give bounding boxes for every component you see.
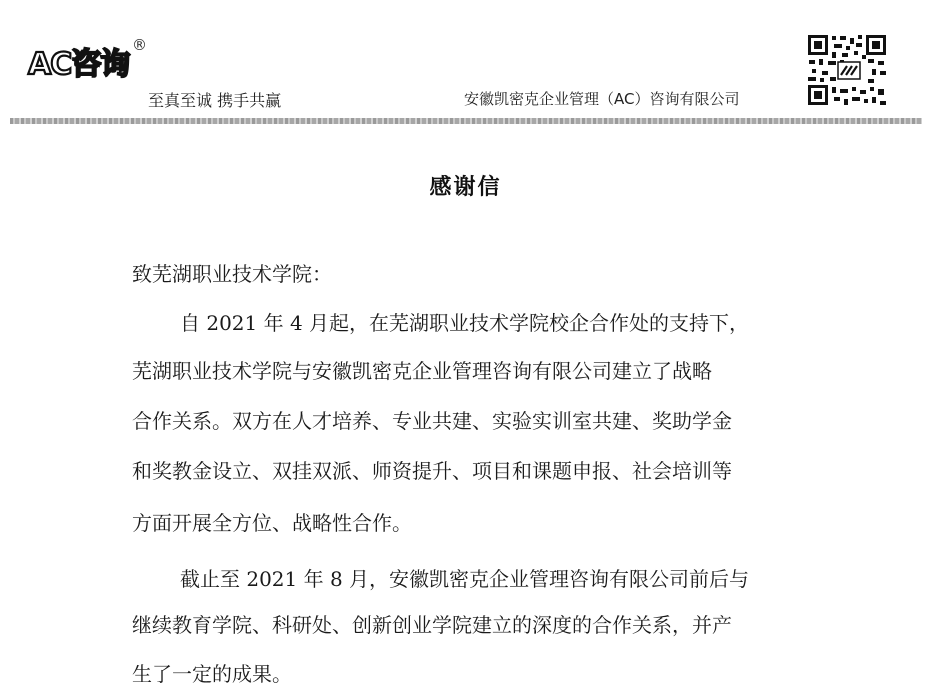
paragraph-line: 生了一定的成果。 — [132, 662, 292, 686]
paragraph-line: 和奖教金设立、双挂双派、师资提升、项目和课题申报、社会培训等 — [132, 459, 732, 483]
paragraph-line: 自 2021 年 4 月起，在芜湖职业技术学院校企合作处的支持下， — [180, 311, 750, 335]
company-slogan: 至真至诚 携手共赢 — [148, 91, 282, 110]
paragraph-line: 方面开展全方位、战略性合作。 — [132, 511, 412, 535]
qr-code-icon — [806, 33, 888, 107]
paragraph-line: 截止至 2021 年 8 月，安徽凯密克企业管理咨询有限公司前后与 — [180, 567, 750, 591]
paragraph-line: 合作关系。双方在人才培养、专业共建、实验实训室共建、奖助学金 — [132, 409, 732, 433]
registered-mark: ® — [132, 36, 147, 54]
letter-salutation: 致芜湖职业技术学院： — [132, 262, 332, 286]
svg-text:AC咨询: AC咨询 — [28, 47, 130, 82]
company-name: 安徽凯密克企业管理（AC）咨询有限公司 — [464, 90, 740, 108]
paragraph-line: 继续教育学院、科研处、创新创业学院建立的深度的合作关系，并产 — [132, 613, 732, 637]
letter-title: 感谢信 — [429, 175, 502, 200]
header-divider — [10, 118, 922, 124]
paragraph-line: 芜湖职业技术学院与安徽凯密克企业管理咨询有限公司建立了战略 — [132, 359, 712, 383]
